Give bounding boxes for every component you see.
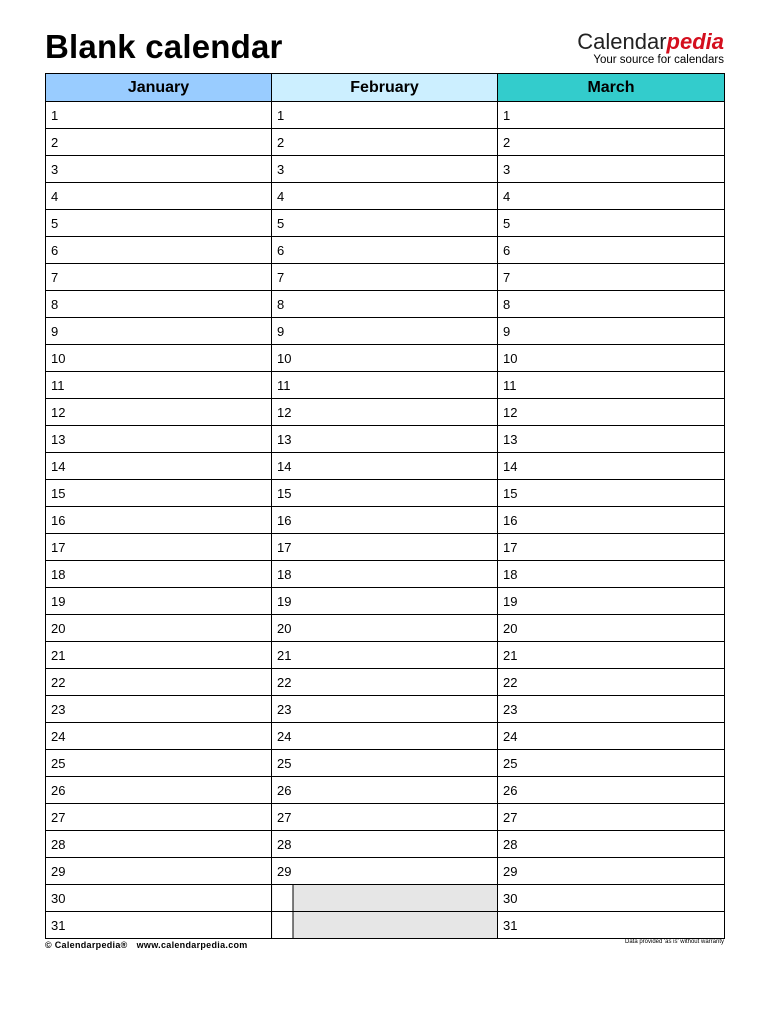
day-row: [46, 858, 725, 885]
day-cell-march: 23: [498, 696, 725, 723]
day-cell-february: 2: [272, 129, 498, 156]
day-row: [46, 426, 725, 453]
day-cell-january: 21: [46, 642, 272, 669]
day-cell-february: 20: [272, 615, 498, 642]
day-row: [46, 345, 725, 372]
day-cell-february: 7: [272, 264, 498, 291]
day-cell-february: 28: [272, 831, 498, 858]
day-cell-march: 9: [498, 318, 725, 345]
day-cell-march: 12: [498, 399, 725, 426]
day-row: [46, 507, 725, 534]
day-cell-february: 21: [272, 642, 498, 669]
day-cell-february: 4: [272, 183, 498, 210]
day-row: [46, 264, 725, 291]
calendarpedia-logo[interactable]: [577, 30, 724, 66]
day-cell-january: 4: [46, 183, 272, 210]
day-row: [46, 750, 725, 777]
day-cell-january: 18: [46, 561, 272, 588]
footer-copyright-text: © Calendarpedia®: [45, 940, 128, 950]
calendar-table: [45, 73, 725, 939]
day-cell-february: 5: [272, 210, 498, 237]
day-cell-january: 15: [46, 480, 272, 507]
day-cell-january: 10: [46, 345, 272, 372]
day-cell-march: 6: [498, 237, 725, 264]
footer-copyright: [45, 940, 248, 950]
day-cell-january: 12: [46, 399, 272, 426]
day-cell-march: 25: [498, 750, 725, 777]
day-row: [46, 804, 725, 831]
calendar-body: [46, 102, 725, 939]
day-cell-february: 11: [272, 372, 498, 399]
day-cell-january: 31: [46, 912, 272, 939]
day-cell-january: 14: [46, 453, 272, 480]
day-row: [46, 912, 725, 939]
day-cell-march: 19: [498, 588, 725, 615]
day-cell-march: 7: [498, 264, 725, 291]
page-title: Blank calendar: [45, 28, 283, 65]
day-row: [46, 129, 725, 156]
day-cell-january: 2: [46, 129, 272, 156]
day-cell-march: 15: [498, 480, 725, 507]
day-cell-january: 28: [46, 831, 272, 858]
day-cell-february: 6: [272, 237, 498, 264]
day-cell-march: 26: [498, 777, 725, 804]
day-cell-march: 10: [498, 345, 725, 372]
day-cell-february: 10: [272, 345, 498, 372]
day-row: [46, 561, 725, 588]
day-cell-february: 16: [272, 507, 498, 534]
month-header-january: January: [46, 74, 272, 102]
month-header-march: March: [498, 74, 725, 102]
day-cell-march: 20: [498, 615, 725, 642]
day-cell-march: 28: [498, 831, 725, 858]
day-cell-january: 3: [46, 156, 272, 183]
day-row: [46, 885, 725, 912]
day-row: [46, 696, 725, 723]
day-cell-january: 22: [46, 669, 272, 696]
day-row: [46, 372, 725, 399]
day-row: [46, 480, 725, 507]
day-cell-january: 24: [46, 723, 272, 750]
day-cell-january: 16: [46, 507, 272, 534]
day-cell-march: 27: [498, 804, 725, 831]
day-cell-january: 17: [46, 534, 272, 561]
day-row: [46, 291, 725, 318]
day-cell-january: 7: [46, 264, 272, 291]
logo-word-calendar: Calendar: [577, 29, 667, 54]
day-cell-february: 3: [272, 156, 498, 183]
day-cell-march: 24: [498, 723, 725, 750]
day-cell-march: 13: [498, 426, 725, 453]
day-cell-february: 19: [272, 588, 498, 615]
day-cell-february: 29: [272, 858, 498, 885]
day-cell-march: 8: [498, 291, 725, 318]
day-cell-march: 16: [498, 507, 725, 534]
day-cell-march: 22: [498, 669, 725, 696]
day-row: [46, 318, 725, 345]
day-cell-march: 21: [498, 642, 725, 669]
day-cell-february: 27: [272, 804, 498, 831]
day-cell-february: 9: [272, 318, 498, 345]
day-cell-march: 11: [498, 372, 725, 399]
day-cell-february: 24: [272, 723, 498, 750]
day-row: [46, 102, 725, 129]
footer-disclaimer: Data provided 'as is' without warranty: [624, 939, 724, 945]
day-row: [46, 642, 725, 669]
day-cell-february: 13: [272, 426, 498, 453]
day-cell-february: 8: [272, 291, 498, 318]
day-row: [46, 615, 725, 642]
day-cell-january: 9: [46, 318, 272, 345]
footer-url-link[interactable]: www.calendarpedia.com: [136, 940, 248, 950]
day-cell-march: 4: [498, 183, 725, 210]
day-cell-january: 19: [46, 588, 272, 615]
day-cell-february: 26: [272, 777, 498, 804]
day-cell-january: 25: [46, 750, 272, 777]
day-cell-january: 20: [46, 615, 272, 642]
day-row: [46, 156, 725, 183]
logo-word-pedia: pedia: [666, 29, 724, 54]
day-cell-february: 23: [272, 696, 498, 723]
day-cell-january: 13: [46, 426, 272, 453]
day-cell-march: 2: [498, 129, 725, 156]
day-cell-march: 1: [498, 102, 725, 129]
day-row: [46, 777, 725, 804]
day-cell-january: 30: [46, 885, 272, 912]
day-cell-march: 5: [498, 210, 725, 237]
day-cell-march: 14: [498, 453, 725, 480]
day-row: [46, 669, 725, 696]
day-cell-march: 30: [498, 885, 725, 912]
day-cell-january: 11: [46, 372, 272, 399]
day-cell-january: 29: [46, 858, 272, 885]
day-row: [46, 534, 725, 561]
day-row: [46, 453, 725, 480]
day-row: [46, 588, 725, 615]
day-cell-march: 29: [498, 858, 725, 885]
day-cell-february: 18: [272, 561, 498, 588]
day-cell-january: 23: [46, 696, 272, 723]
day-cell-february: 1: [272, 102, 498, 129]
month-header-february: February: [272, 74, 498, 102]
day-cell-march: 18: [498, 561, 725, 588]
logo-wordmark: [577, 30, 724, 54]
empty-day-cell: [272, 912, 498, 939]
day-cell-january: 6: [46, 237, 272, 264]
day-row: [46, 210, 725, 237]
day-cell-february: 22: [272, 669, 498, 696]
logo-tagline: Your source for calendars: [593, 54, 724, 66]
day-row: [46, 399, 725, 426]
day-row: [46, 183, 725, 210]
day-cell-march: 31: [498, 912, 725, 939]
day-cell-february: 12: [272, 399, 498, 426]
empty-day-cell: [272, 885, 498, 912]
day-cell-march: 3: [498, 156, 725, 183]
day-cell-february: 25: [272, 750, 498, 777]
day-cell-january: 27: [46, 804, 272, 831]
day-row: [46, 831, 725, 858]
day-cell-january: 26: [46, 777, 272, 804]
day-cell-january: 5: [46, 210, 272, 237]
day-cell-february: 17: [272, 534, 498, 561]
day-cell-january: 8: [46, 291, 272, 318]
day-cell-january: 1: [46, 102, 272, 129]
month-header-row: [46, 74, 725, 102]
day-row: [46, 237, 725, 264]
day-row: [46, 723, 725, 750]
day-cell-march: 17: [498, 534, 725, 561]
day-cell-february: 15: [272, 480, 498, 507]
day-cell-february: 14: [272, 453, 498, 480]
